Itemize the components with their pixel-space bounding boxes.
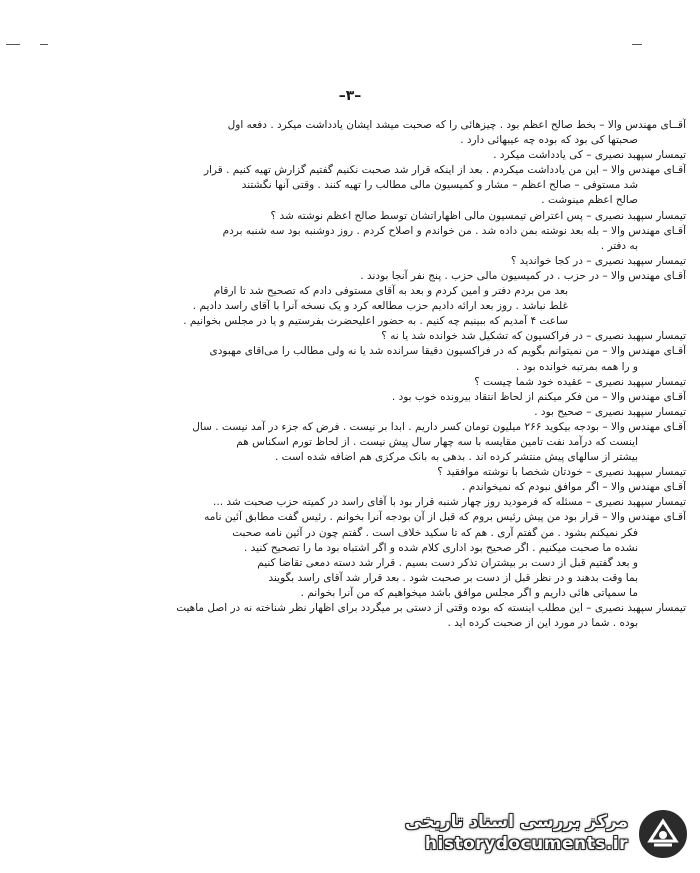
text-line: آقـای مهندس والا – بله بعد نوشته بمن داده شد . من خواندم و اصلاح کردم . روز دوشنبه بود سه شنبه بردم (222, 224, 686, 237)
text-line: تیمسار سپهبد نصیری – مسئله که فرمودید روز چهار شنبه قرار بود با آقای راسد در کمیته حزب صحبت شد ... (213, 496, 686, 509)
text-line: فکر نمیکنم بشود . من گفتم آری . هم که تا سکید خلاف است . گفتم چون در آئین نامه صحبت (232, 526, 638, 539)
text-line: آقـای مهندس والا – بودجه بیکوید ۲۶۶ میلیون تومان کسر داریم . ابدا بر نیست . فرض که جزء در آمد نیست . سال (192, 420, 686, 433)
scan-speck (40, 44, 48, 45)
document-body (26, 118, 686, 631)
scan-speck (632, 44, 642, 45)
text-line: تیمسار سپهبد نصیری – صحیح بود . (534, 405, 686, 418)
text-line: تیمسار سپهبد نصیری – کی یادداشت میکرد . (493, 149, 686, 162)
text-line: غلط نباشد . روز بعد ارائه دادیم حزب مطالعه کرد و یک نسخه آنرا با آقای راسد دادیم . (192, 300, 568, 313)
text-line: بیشتر از سالهای پیش منتشر کرده اند . بدهی به بانک مرکزی هم اضافه شده است . (274, 451, 638, 464)
text-line: به دفتر . (600, 239, 638, 252)
text-line: بوده . شما در مورد این از صحبت کرده اید . (447, 617, 638, 630)
text-line: ساعت ۴ آمدیم که ببینیم چه کنیم . به حضور اعلیحضرت بفرستیم و یا در مجلس بخوانیم . (183, 315, 568, 328)
text-line: آقـای مهندس والا – اگر موافق نبودم که نمیخواندم . (462, 481, 686, 494)
text-line: صحبتها کی بود که بوده چه عیبهائی دارد . (460, 134, 638, 147)
text-line: آقــای مهندس والا – بخط صالح اعظم بود . چیزهائی را که صحبت میشد ایشان یادداشت میکرد . دفعه اول (227, 119, 686, 131)
text-line: آقـای مهندس والا – من نمیتوانم بگویم که در فراکسیون دقیقا سرانده شد یا نه ولی مطالب را می‌اقای مهبودی (209, 345, 686, 358)
text-line: و بعد گفتیم قبل از دست بر بیشتران تذکر دست بسیم . قرار شد دسته دمعی تقاضا کنیم (257, 556, 638, 569)
text-line: اینست که درآمد نفت تامین مقایسه با سه چهار سال پیش نیست . از لحاظ تورم اسکناس هم (236, 435, 638, 448)
watermark-text (405, 811, 628, 855)
watermark (385, 805, 690, 863)
watermark-url: historydocuments.ir (424, 834, 628, 854)
text-line: نشده ما صحبت میکنیم . اگر صحیح بود اداری کلام شده و اگر اشتباه بود ما را تصحیح کنید . (243, 541, 638, 554)
text-line: تیمسار سپهبد نصیری – این مطلب اینسته که بوده وقتی از دستی بر میگردد برای اظهار نظر شناخته نه در اصل ماهیت (176, 602, 686, 614)
text-line: صالح اعظم مینوشت . (541, 194, 638, 207)
text-line: آقـای مهندس والا – قرار بود من پیش رئیس بروم که قبل از آن بودجه آنرا بخوانم . رئیس گفت مطابق آئین نامه (204, 511, 686, 524)
text-line: تیمسار سپهبد نصیری – پس اعتراض تیمسیون مالی اظهاراتشان توسط صالح اعظم نوشته شد ؟ (270, 209, 686, 222)
text-line: و را همه بمرتبه خوانده بود . (516, 360, 638, 373)
watermark-title: مرکز بررسی اسناد تاریخی (405, 812, 628, 832)
text-line: شد مستوفی – صالح اعظم – مشار و کمیسیون مالی مطالب را تهیه کنند . وقتی آنها نگشتند (241, 179, 638, 192)
archive-logo-icon (636, 807, 690, 861)
page-number: –۳– (338, 88, 362, 104)
text-line: تیمسار سپهبد نصیری – خودتان شخصا با نوشته موافقید ؟ (437, 466, 686, 479)
text-line: بعد من بردم دفتر و امین کردم و بعد به آقای مستوفی دادم که تصحیح شد تا ارقام (213, 285, 568, 298)
text-line: آقـای مهندس والا – این من یادداشت میکردم . بعد از اینکه قرار شد صحبت نکنیم گفتیم گزارش تهیه کنیم . قرار (203, 164, 686, 177)
text-line: تیمسار سپهبد نصیری – در فراکسیون که تشکیل شد خوانده شد یا نه ؟ (381, 330, 686, 343)
text-line: تیمسار سپهبد نصیری – در کجا خواندید ؟ (510, 254, 686, 267)
text-line: ما سمپاتی هائی داریم و اگر مجلس موافق باشد میخواهیم که من آنرا بخوانم . (300, 586, 638, 599)
text-line: تیمسار سپهبد نصیری – عقیده خود شما چیست ؟ (474, 375, 686, 388)
text-line: آقـای مهندس والا – در حزب . در کمیسیون مالی حزب . پنج نفر آنجا بودند . (360, 269, 686, 282)
text-line: آقـای مهندس والا – من فکر میکنم از لحاظ انتقاد بیرونده خوب بود . (391, 390, 686, 403)
scan-speck (6, 44, 20, 45)
text-line: بما وقت بدهند و در نظر قبل از دست بر صحبت شود . بعد قرار شد آقای راسد بگویند (268, 571, 638, 584)
